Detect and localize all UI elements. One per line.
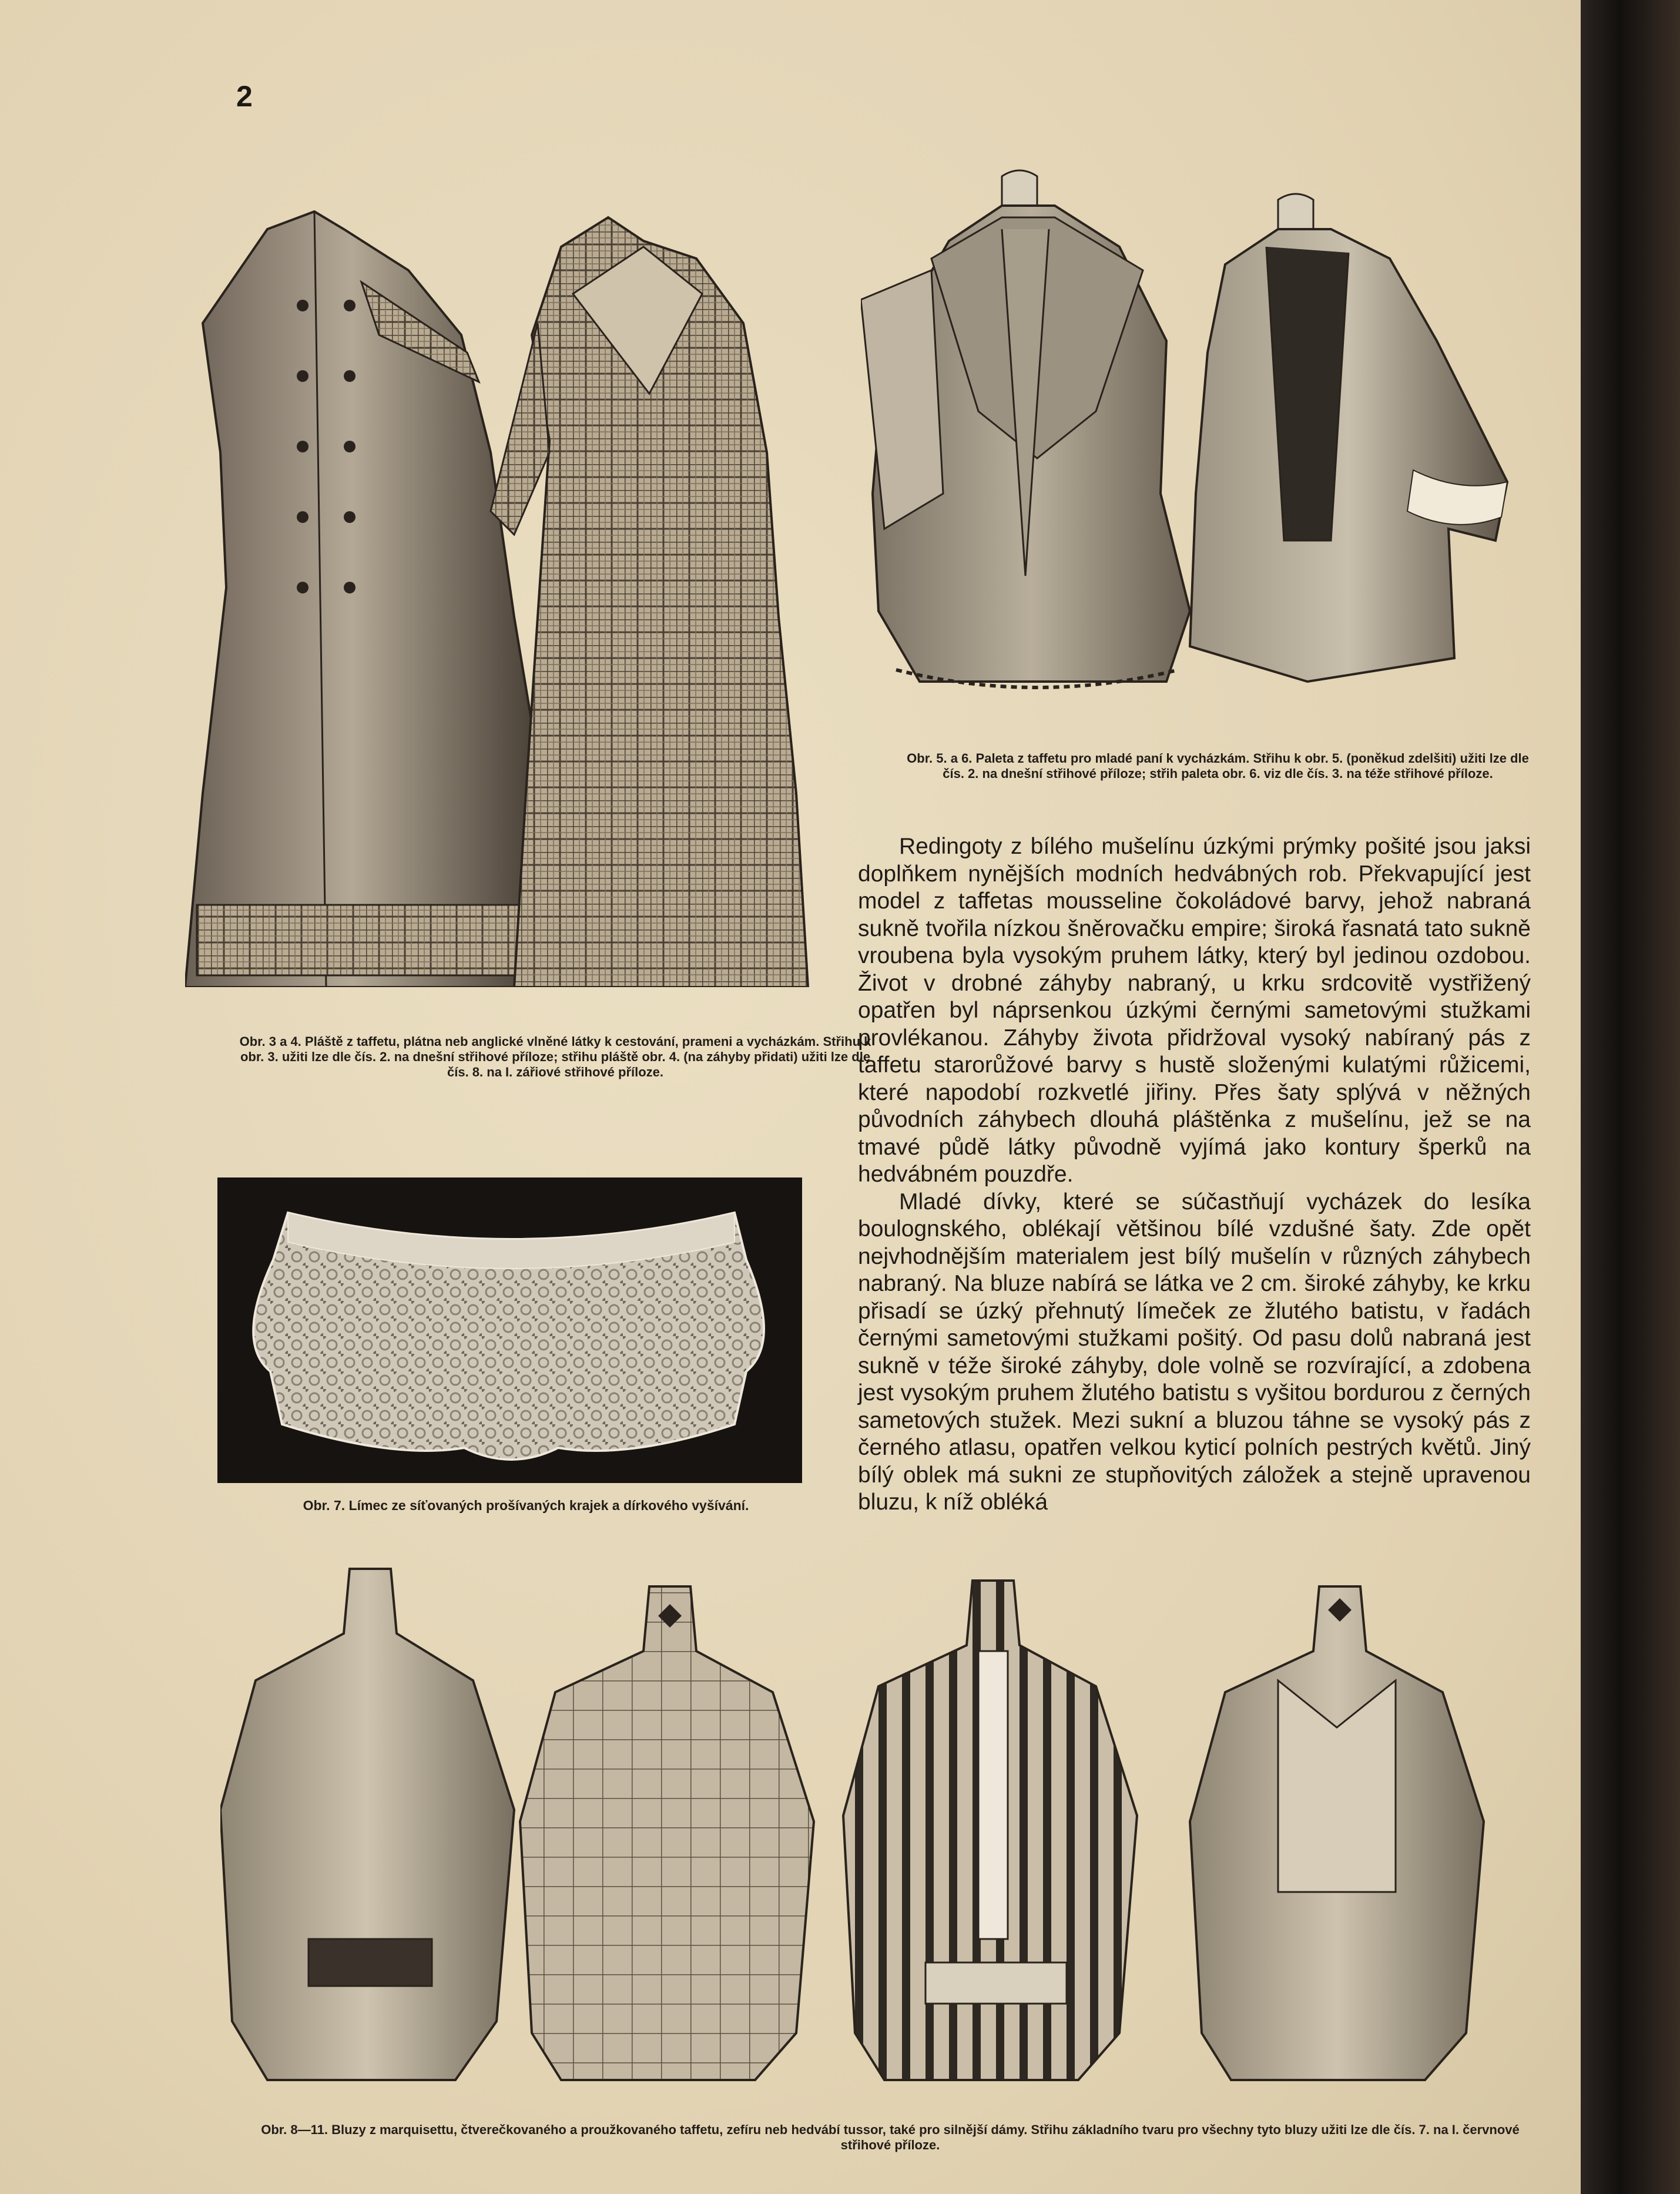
collar-caption: Obr. 7. Límec ze síťovaných prošívaných krajek a dírkového vyšívání.: [303, 1498, 749, 1513]
article-paragraph: Mladé dívky, které se súčastňují vycházek do lesíka boulognského, oblékají většinou bílé vzdušné šaty. Zde opět nejvhodnějším materialem jest bílý mušelín v různých záhybech nabraný. Na bluze nabírá se látka ve 2 cm. široké záhyby, ke krku přisadí se úzký přehnutý límeček ze žlutého batistu, v řadách černými sametovými stužkami pošitý. Od pasu dolů nabraná jest sukně v téže široké záhyby, dole volně se rozvírající, a zdobena jest vysokým pruhem žlutého batistu s vyšitou bordurou z černých sametových stužek. Mezi sukní a bluzou táhne se vysoký pás z černého atlasu, opatřen velkou kyticí polních pestrých květů. Jiný bílý oblek má sukni ze stupňovitých záložek a stejně upravenou bluzu, k níž obléká: [858, 1189, 1531, 1515]
coats-caption: Obr. 3 a 4. Pláště z taffetu, plátna neb anglické vlněné látky k cestování, prameni a vycházkám. Střihu k obr. 3. užiti lze dle čís. 2. na dnešní střihové příloze; střihu pláště obr. 4. (na záhyby přidati) užiti lze dle čís. 8. na I. zářiové střihové příloze.: [239, 1034, 871, 1079]
blouses-caption: Obr. 8—11. Bluzy z marquisettu, čtverečkovaného a proužkovaného taffetu, zefíru neb hedvábí tussor, také pro silnější dámy. Střihu základního tvaru pro všechny tyto bluzy užiti lze dle čís. 7. na I. červnové střihové příloze.: [261, 2122, 1520, 2152]
coats-illustration: [185, 206, 831, 987]
book-spine-edge: [1581, 0, 1680, 2194]
lace-collar-photo: [217, 1177, 802, 1483]
lace-collar-drawing: [217, 1177, 802, 1483]
paletots-caption: Obr. 5. a 6. Paleta z taffetu pro mladé paní k vycházkám. Střihu k obr. 5. (poněkud zdelšiti) užiti lze dle čís. 2. na dnešní střihové příloze; střih paleta obr. 6. viz dle čís. 3. na téže střihové příloze.: [907, 751, 1529, 781]
page-number: 2: [236, 80, 253, 113]
coats-drawing: [185, 206, 831, 987]
paletots-illustration: [861, 165, 1516, 714]
article-text: [858, 833, 1531, 1517]
blouses-drawing: [220, 1563, 1537, 2098]
blouses-illustration: [220, 1563, 1537, 2098]
paletots-drawing: [861, 165, 1516, 714]
article-paragraph: Redingoty z bílého mušelínu úzkými prýmky pošité jsou jaksi doplňkem nynějších modních hedvábných rob. Překvapující jest model z taffetas mousseline čokoládové barvy, jehož nabraná sukně tvořila nízkou šněrovačku empire; široká řasnatá tato sukně vroubena byla vysokým pruhem látky, který byl jedinou ozdobou. Život v drobné záhyby nabraný, u krku srdcovitě vystřižený opatřen byl náprsenkou úzkými černými sametovými stužkami provlékanou. Záhyby života přidržoval vysoký nabíraný pás z taffetu starorůžové barvy s hustě složenými kulatými růžicemi, které napodobí rozkvetlé jiřiny. Přes šaty splývá v něžných původních záhybech dlouhá pláštěnka z mušelínu, jež se na tmavé půdě látky původně vyjímá jako kontury šperků na hedvábném pouzdře.: [858, 834, 1531, 1187]
